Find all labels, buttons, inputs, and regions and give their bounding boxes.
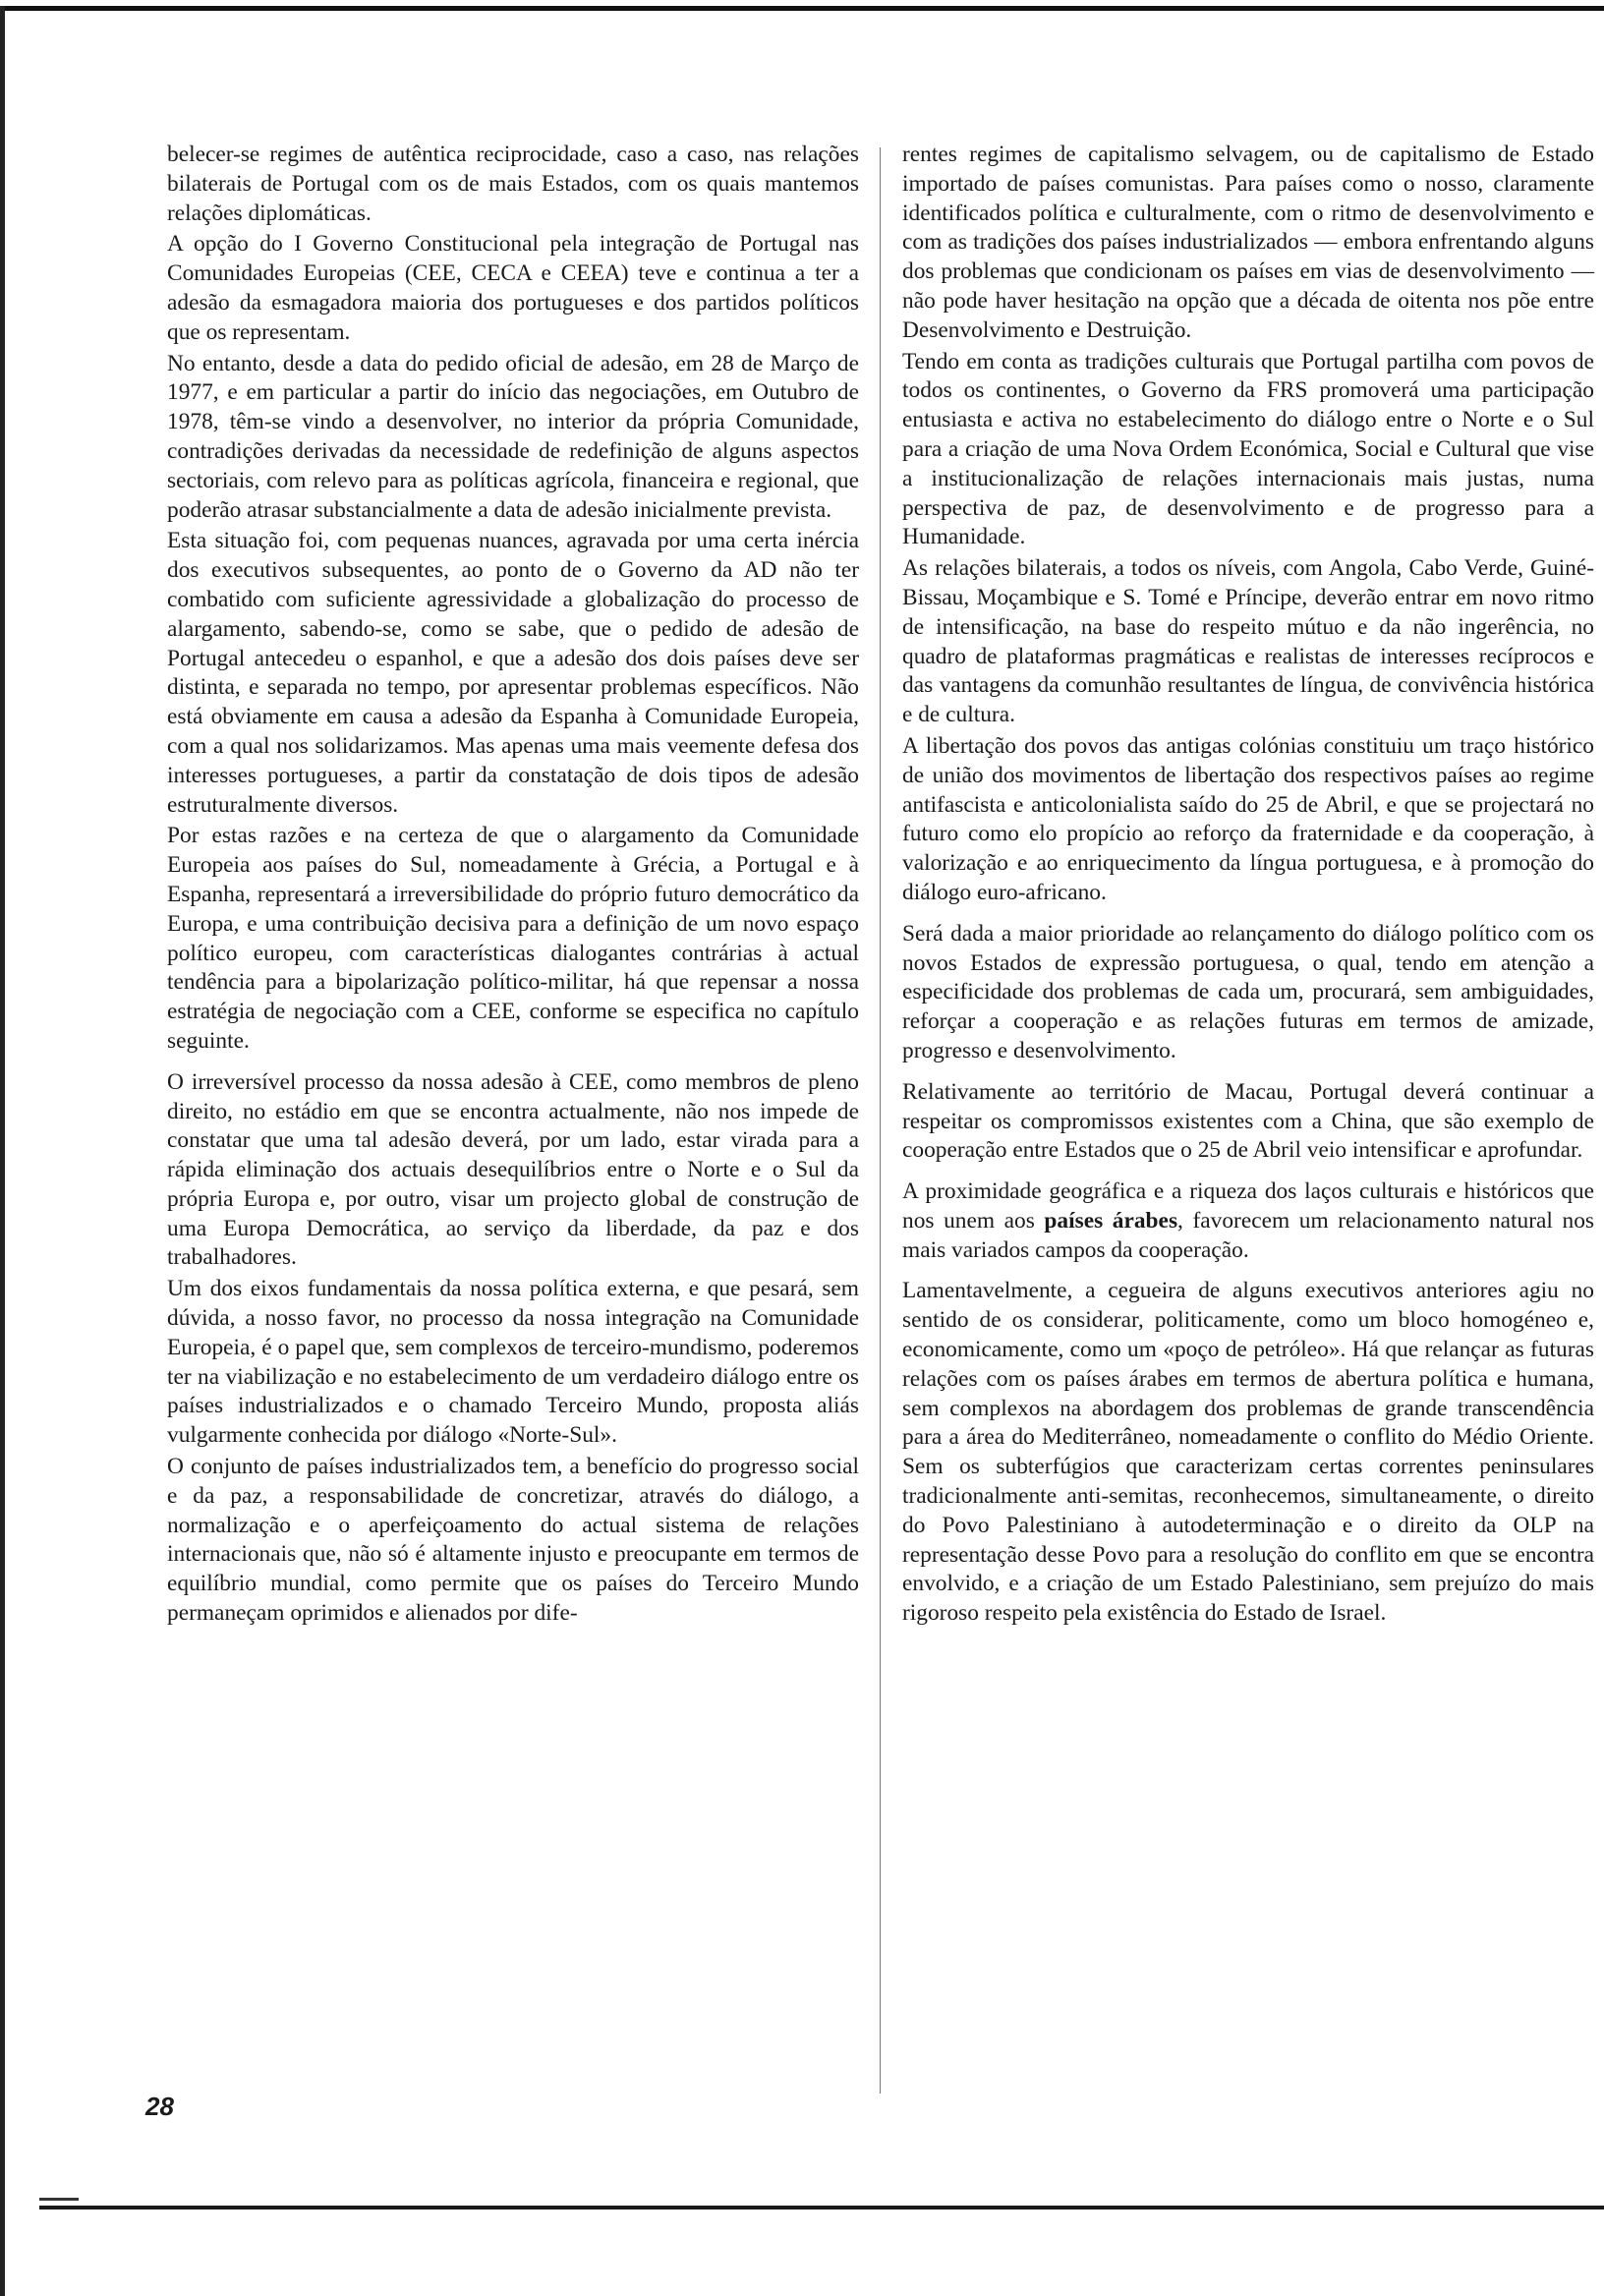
- paragraph: O conjunto de países industrializados tem, a benefício do progresso social e da paz, a responsabilidade de concretizar, através do diálogo, a normalização e o aperfeiçoamento do actual sistema de relações internacionais que, não só é altamente injusto e preocupante em termos de equilíbrio mundial, como permite que os países do Terceiro Mundo permaneçam oprimidos e alienados por dife-: [167, 1454, 859, 1627]
- paragraph: Será dada a maior prioridade ao relançamento do diálogo político com os novos Estados de expressão portuguesa, o qual, tendo em atenção a especificidade dos problemas de cada um, procurará, sem ambiguidades, reforçar a cooperação e as relações futuras em termos de amizade, progresso e desenvolvimento.: [902, 920, 1594, 1063]
- paragraph: rentes regimes de capitalismo selvagem, ou de capitalismo de Estado importado de países comunistas. Para países como o nosso, claramente identificados política e culturalmente, com o ritmo de desenvolvimento e com as tradições dos países industrializados — embora enfrentando alguns dos problemas que condicionam os países em vias de desenvolvimento — não pode haver hesitação na opção que a década de oitenta nos põe entre Desenvolvimento e Destruição.: [902, 142, 1594, 343]
- scan-border-left: [0, 6, 5, 2296]
- paragraph: No entanto, desde a data do pedido oficial de adesão, em 28 de Março de 1977, e em particular a partir do início das negociações, em Outubro de 1978, têm-se vindo a desenvolver, no interior da própria Comunidade, contradições derivadas da necessidade de redefinição de alguns aspectos sectoriais, com relevo para as políticas agrícola, financeira e regional, que poderão atrasar substancialmente a data de adesão inicialmente prevista.: [167, 350, 859, 523]
- paragraph: A libertação dos povos das antigas colónias constituiu um traço histórico de união dos movimentos de libertação dos respectivos países ao regime antifascista e anticolonialista saído do 25 de Abril, e que se projectará no futuro como elo propício ao reforço da fraternidade e da cooperação, à valorização e ao enriquecimento da língua portuguesa, e à promoção do diálogo euro-africano.: [902, 732, 1594, 905]
- paragraph: Esta situação foi, com pequenas nuances, agravada por uma certa inércia dos executivos subsequentes, ao ponto de o Governo da AD não ter combatido com suficiente agressividade a globalização do processo de alargamento, sabendo-se, como se sabe, que o pedido de adesão de Portugal antecedeu o espanhol, e que a adesão dos dois países deve ser distinta, e separada no tempo, por apresentar problemas específicos. Não está obviamente em causa a adesão da Espanha à Comunidade Europeia, com a qual nos solidarizamos. Mas apenas uma mais veemente defesa dos interesses portugueses, a partir da constatação de dois tipos de adesão estruturalmente diversos.: [167, 528, 859, 818]
- paragraph: Lamentavelmente, a cegueira de alguns executivos anteriores agiu no sentido de os considerar, politicamente, como um bloco homogéneo e, economicamente, como um «poço de petróleo». Há que relançar as futuras relações com os países árabes em termos de abertura política e humana, sem complexos na abordagem dos problemas de grande transcendência para a área do Mediterrâneo, nomeadamente o conflito do Médio Oriente. Sem os subterfúgios que caracterizam certas correntes peninsulares tradicionalmente anti-semitas, reconhecemos, simultaneamente, o direito do Povo Palestiniano à autodeterminação e o direito da OLP na representação desse Povo para a resolução do conflito em que se encontra envolvido, e a criação de um Estado Palestiniano, sem prejuízo do mais rigoroso respeito pela existência do Estado de Israel.: [902, 1278, 1594, 1627]
- scan-border-top: [0, 6, 1604, 11]
- paragraph-text: A proximidade geográfica e a riqueza dos laços culturais e históricos que nos unem aos: [902, 1178, 1594, 1234]
- paragraph: Por estas razões e na certeza de que o alargamento da Comunidade Europeia aos países do Sul, nomeadamente à Grécia, a Portugal e à Espanha, representará a irreversibilidade do próprio futuro democrático da Europa, e uma contribuição decisiva para a definição de um novo espaço político europeu, com características dialogantes contrárias à actual tendência para a bipolarização político-militar, há que repensar a nossa estratégia de negociação com a CEE, conforme se especifica no capítulo seguinte.: [167, 823, 859, 1054]
- column-divider: [880, 147, 881, 2094]
- paragraph: belecer-se regimes de autêntica reciprocidade, caso a caso, nas relações bilaterais de Portugal com os de mais Estados, com os quais mantemos relações diplomáticas.: [167, 142, 859, 226]
- page-number: 28: [145, 2092, 174, 2121]
- paragraph: [902, 1177, 1594, 1265]
- paragraph: As relações bilaterais, a todos os níveis, com Angola, Cabo Verde, Guiné-Bissau, Moçambique e S. Tomé e Príncipe, deverão entrar em novo ritmo de intensificação, na base do respeito mútuo e da não ingerência, no quadro de plataformas pragmáticas e realistas de interesses recíprocos e das vantagens da comunhão resultantes de língua, de convivência histórica e de cultura.: [902, 555, 1594, 728]
- paragraph: Um dos eixos fundamentais da nossa política externa, e que pesará, sem dúvida, a nosso favor, no processo da nossa integração na Comunidade Europeia, é o papel que, sem complexos de terceiro-mundismo, poderemos ter na viabilização e no estabelecimento de um verdadeiro diálogo entre os países industrializados e o chamado Terceiro Mundo, proposta aliás vulgarmente conhecida por diálogo «Norte-Sul».: [167, 1276, 859, 1449]
- paragraph: A opção do I Governo Constitucional pela integração de Portugal nas Comunidades Europeias (CEE, CECA e CEEA) teve e continua a ter a adesão da esmagadora maioria dos portugueses e dos partidos políticos que os representam.: [167, 231, 859, 345]
- left-column: [167, 141, 859, 1631]
- paragraph-text: , favorecem um relacionamento natural nos mais variados campos da cooperação.: [902, 1207, 1594, 1263]
- emphasis-text: países árabes: [1044, 1207, 1178, 1234]
- paragraph: O irreversível processo da nossa adesão à CEE, como membros de pleno direito, no estádio em que se encontra actualmente, não nos impede de constatar que uma tal adesão deverá, por um lado, estar virada para a rápida eliminação dos actuais desequilíbrios entre o Norte e o Sul da própria Europa e, por outro, visar um projecto global de construção de uma Europa Democrática, ao serviço da liberdade, da paz e dos trabalhadores.: [167, 1068, 859, 1271]
- paragraph: Relativamente ao território de Macau, Portugal deverá continuar a respeitar os compromissos existentes com a China, que são exemplo de cooperação entre Estados que o 25 de Abril veio intensificar e aprofundar.: [902, 1078, 1594, 1164]
- paragraph: Tendo em conta as tradições culturais que Portugal partilha com povos de todos os continentes, o Governo da FRS promoverá uma participação entusiasta e activa no estabelecimento do diálogo entre o Norte e o Sul para a criação de uma Nova Ordem Económica, Social e Cultural que vise a institucionalização de relações internacionais mais justas, numa perspectiva de paz, de desenvolvimento e de progresso para a Humanidade.: [902, 348, 1594, 550]
- footer-rule: [39, 2206, 1604, 2210]
- scan-mark: [39, 2198, 79, 2201]
- right-column: [902, 141, 1594, 1631]
